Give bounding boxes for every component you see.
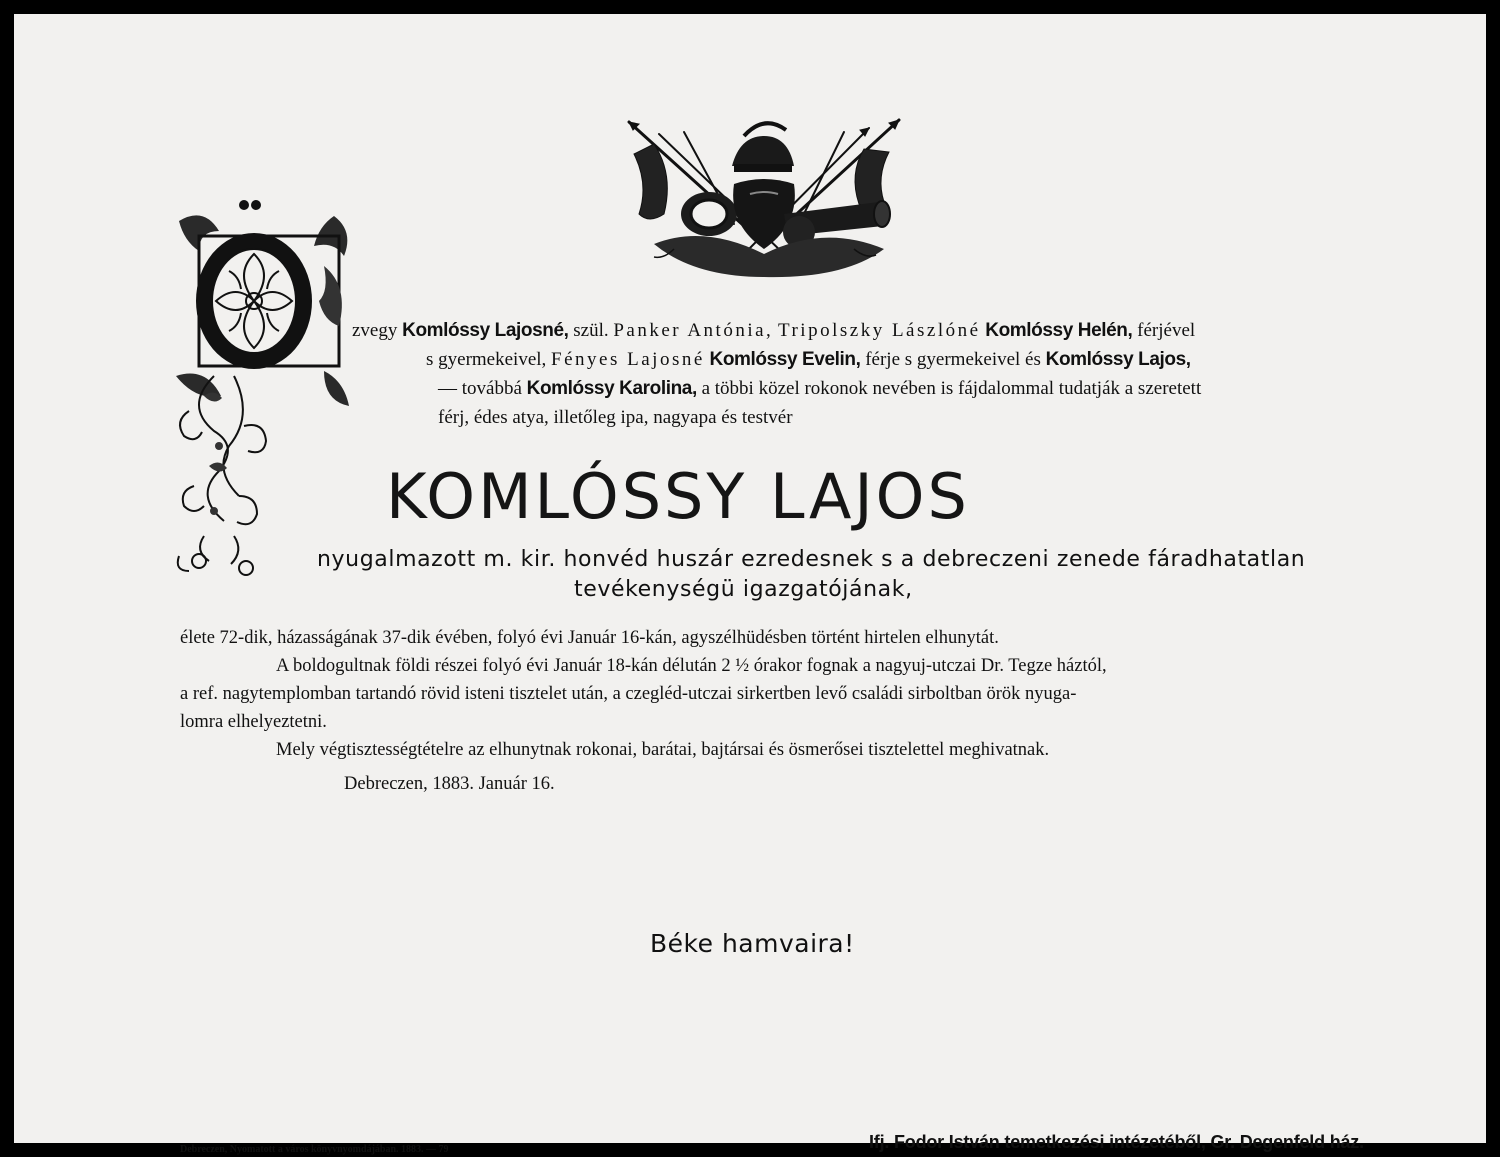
intro-line: [438, 403, 793, 432]
ornamental-initial-o-icon: [174, 196, 359, 581]
deceased-name: KOMLÓSSY LAJOS: [386, 460, 970, 533]
body-line: lomra elhelyeztetni.: [180, 712, 327, 732]
intro-run: Komlóssy Lajosné,: [402, 320, 569, 341]
intro-line: [426, 345, 1191, 374]
intro-run: Fényes Lajosné: [551, 349, 705, 370]
intro-run: Komlóssy Lajos,: [1045, 349, 1191, 370]
intro-run: a többi közel rokonok nevében is fájdalommal tudatják a szeretett: [696, 378, 1202, 399]
intro-run: Komlóssy Karolina,: [526, 378, 697, 399]
intro-line: [438, 374, 1201, 403]
title-line-2: tevékenységü igazgatójának,: [574, 577, 913, 602]
body-line: Mely végtisztességtételre az elhunytnak rokonai, barátai, bajtársai és ösmerősei tisztelettel meghivatnak.: [276, 740, 1050, 760]
intro-run: férje s gyermekeivel és: [860, 349, 1046, 370]
intro-run: Panker Antónia,: [613, 320, 774, 341]
undertaker-note: Ifj. Fodor István temetkezési intézetéből, Gr. Degenfeld ház.: [869, 1132, 1364, 1152]
intro-run: Komlóssy Evelin,: [709, 349, 861, 370]
body-line: a ref. nagytemplomban tartandó rövid isteni tisztelet után, a czegléd-utczai sirkertben levő családi sirboltban örök nyuga-: [180, 684, 1077, 704]
military-trophy-emblem-icon: [614, 114, 914, 274]
intro-run: — továbbá: [438, 378, 527, 399]
body-line: A boldogultnak földi részei folyó évi Január 18-kán délután 2 ½ órakor fognak a nagyuj-utczai Dr. Tegze háztól,: [276, 656, 1107, 676]
intro-run: Tripolszky Lászlóné: [778, 320, 981, 341]
intro-run: férjével: [1132, 320, 1196, 341]
intro-run: férj, édes atya, illetőleg ipa, nagyapa és testvér: [438, 407, 793, 428]
intro-run: s gyermekeivel,: [426, 349, 552, 370]
farewell-line: Béke hamvaira!: [650, 929, 855, 958]
intro-line: [352, 316, 1195, 345]
funeral-notice-sheet: [14, 14, 1486, 1155]
intro-run: zvegy: [352, 320, 403, 341]
place-date: Debreczen, 1883. Január 16.: [344, 774, 555, 794]
intro-run: Komlóssy Helén,: [985, 320, 1133, 341]
body-line: élete 72-dik, házasságának 37-dik évében, folyó évi Január 16-kán, agyszélhüdésben történt hirtelen elhunytát.: [180, 628, 999, 648]
printer-note: Debreczen, Nyomatott a város könyvnyomdájában. 1883. — 79: [180, 1144, 449, 1155]
title-line-1: nyugalmazott m. kir. honvéd huszár ezredesnek s a debreczeni zenede fáradhatatlan: [317, 547, 1306, 572]
intro-run: szül.: [568, 320, 614, 341]
